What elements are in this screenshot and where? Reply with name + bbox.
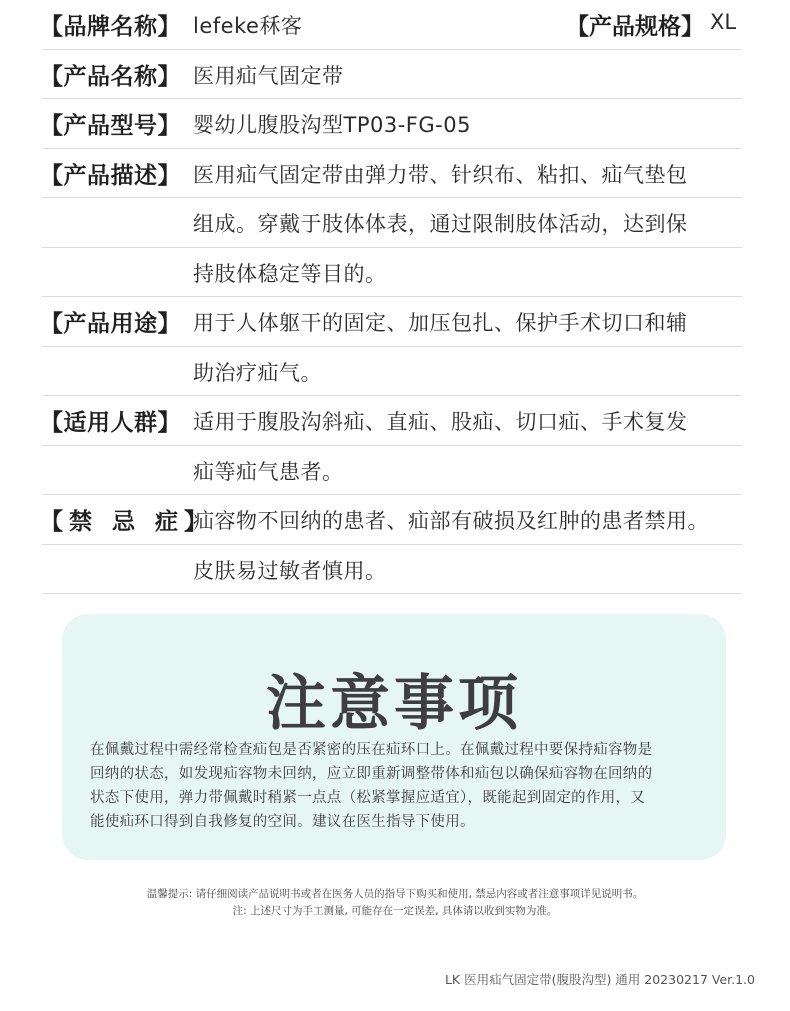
spec-value: XL [710, 10, 737, 34]
desc-line-1: 医用疝气固定带由弹力带、针织布、粘扣、疝气垫包 [193, 162, 688, 187]
notice-line-1: 在佩戴过程中需经常检查疝包是否紧密的压在疝环口上。在佩戴过程中要保持疝容物是 [90, 742, 653, 758]
desc-line-2: 组成。穿戴于肢体体表，通过限制肢体活动，达到保 [193, 212, 688, 236]
spec-row-desc-2 [42, 198, 742, 248]
use-line-2: 助治疗疝气。 [193, 360, 322, 385]
spec-row-contra-2 [42, 545, 742, 595]
spec-row-contra-1 [42, 495, 742, 545]
use-label: 【产品用途】 [40, 311, 181, 337]
name-value: 医用疝气固定带 [193, 63, 344, 88]
spec-row-desc-1 [42, 149, 742, 199]
desc-line-3: 持肢体稳定等目的。 [193, 261, 387, 286]
footnote-tip: 温馨提示: 请仔细阅读产品说明书或者在医务人员的指导下购买和使用, 禁忌内容或者注意事项详见说明书。 [146, 888, 644, 900]
spec-row-use-2 [42, 347, 742, 397]
spec-row-group-1 [42, 396, 742, 446]
notice-line-2: 回纳的状态，如发现疝容物未回纳，应立即重新调整带体和疝包以确保疝容物在回纳的 [90, 766, 653, 782]
spec-row-model [42, 99, 742, 149]
model-label: 【产品型号】 [40, 113, 181, 139]
use-line-1: 用于人体躯干的固定、加压包扎、保护手术切口和辅 [193, 311, 688, 335]
notice-body [90, 738, 706, 834]
spec-row-desc-3 [42, 248, 742, 298]
version-label: LK 医用疝气固定带(腹股沟型) 通用 20230217 Ver.1.0 [444, 972, 755, 987]
spec-row-name [42, 50, 742, 100]
spec-table [42, 0, 742, 594]
name-label: 【产品名称】 [40, 63, 181, 90]
group-line-2: 疝等疝气患者。 [193, 459, 344, 484]
spec-row-use-1 [42, 297, 742, 347]
group-label: 【适用人群】 [40, 410, 181, 436]
brand-value: lefeke秝客 [193, 14, 303, 38]
notice-title: 注意事项 [266, 669, 522, 739]
contra-line-1: 疝容物不回纳的患者、疝部有破损及红肿的患者禁用。 [193, 509, 709, 533]
spec-label: 【产品规格】 [566, 14, 704, 40]
spec-row-brand [42, 0, 742, 50]
desc-label: 【产品描述】 [40, 162, 181, 189]
notice-line-4: 能使疝环口得到自我修复的空间。建议在医生指导下使用。 [90, 814, 475, 830]
spec-row-group-2 [42, 446, 742, 496]
contra-label: 【禁 忌 症】 [40, 509, 214, 535]
model-value: 婴幼儿腹股沟型TP03-FG-05 [193, 113, 471, 137]
contra-line-2: 皮肤易过敏者慎用。 [193, 558, 387, 583]
group-line-1: 适用于腹股沟斜疝、直疝、股疝、切口疝、手术复发 [193, 410, 688, 434]
footnote-note: 注: 上述尺寸为手工测量, 可能存在一定误差, 具体请以收到实物为准。 [232, 905, 558, 917]
brand-label: 【品牌名称】 [40, 14, 181, 40]
notice-line-3: 状态下使用，弹力带佩戴时稍紧一点点（松紧掌握应适宜），既能起到固定的作用，又 [90, 790, 646, 806]
notice-card [62, 614, 726, 860]
